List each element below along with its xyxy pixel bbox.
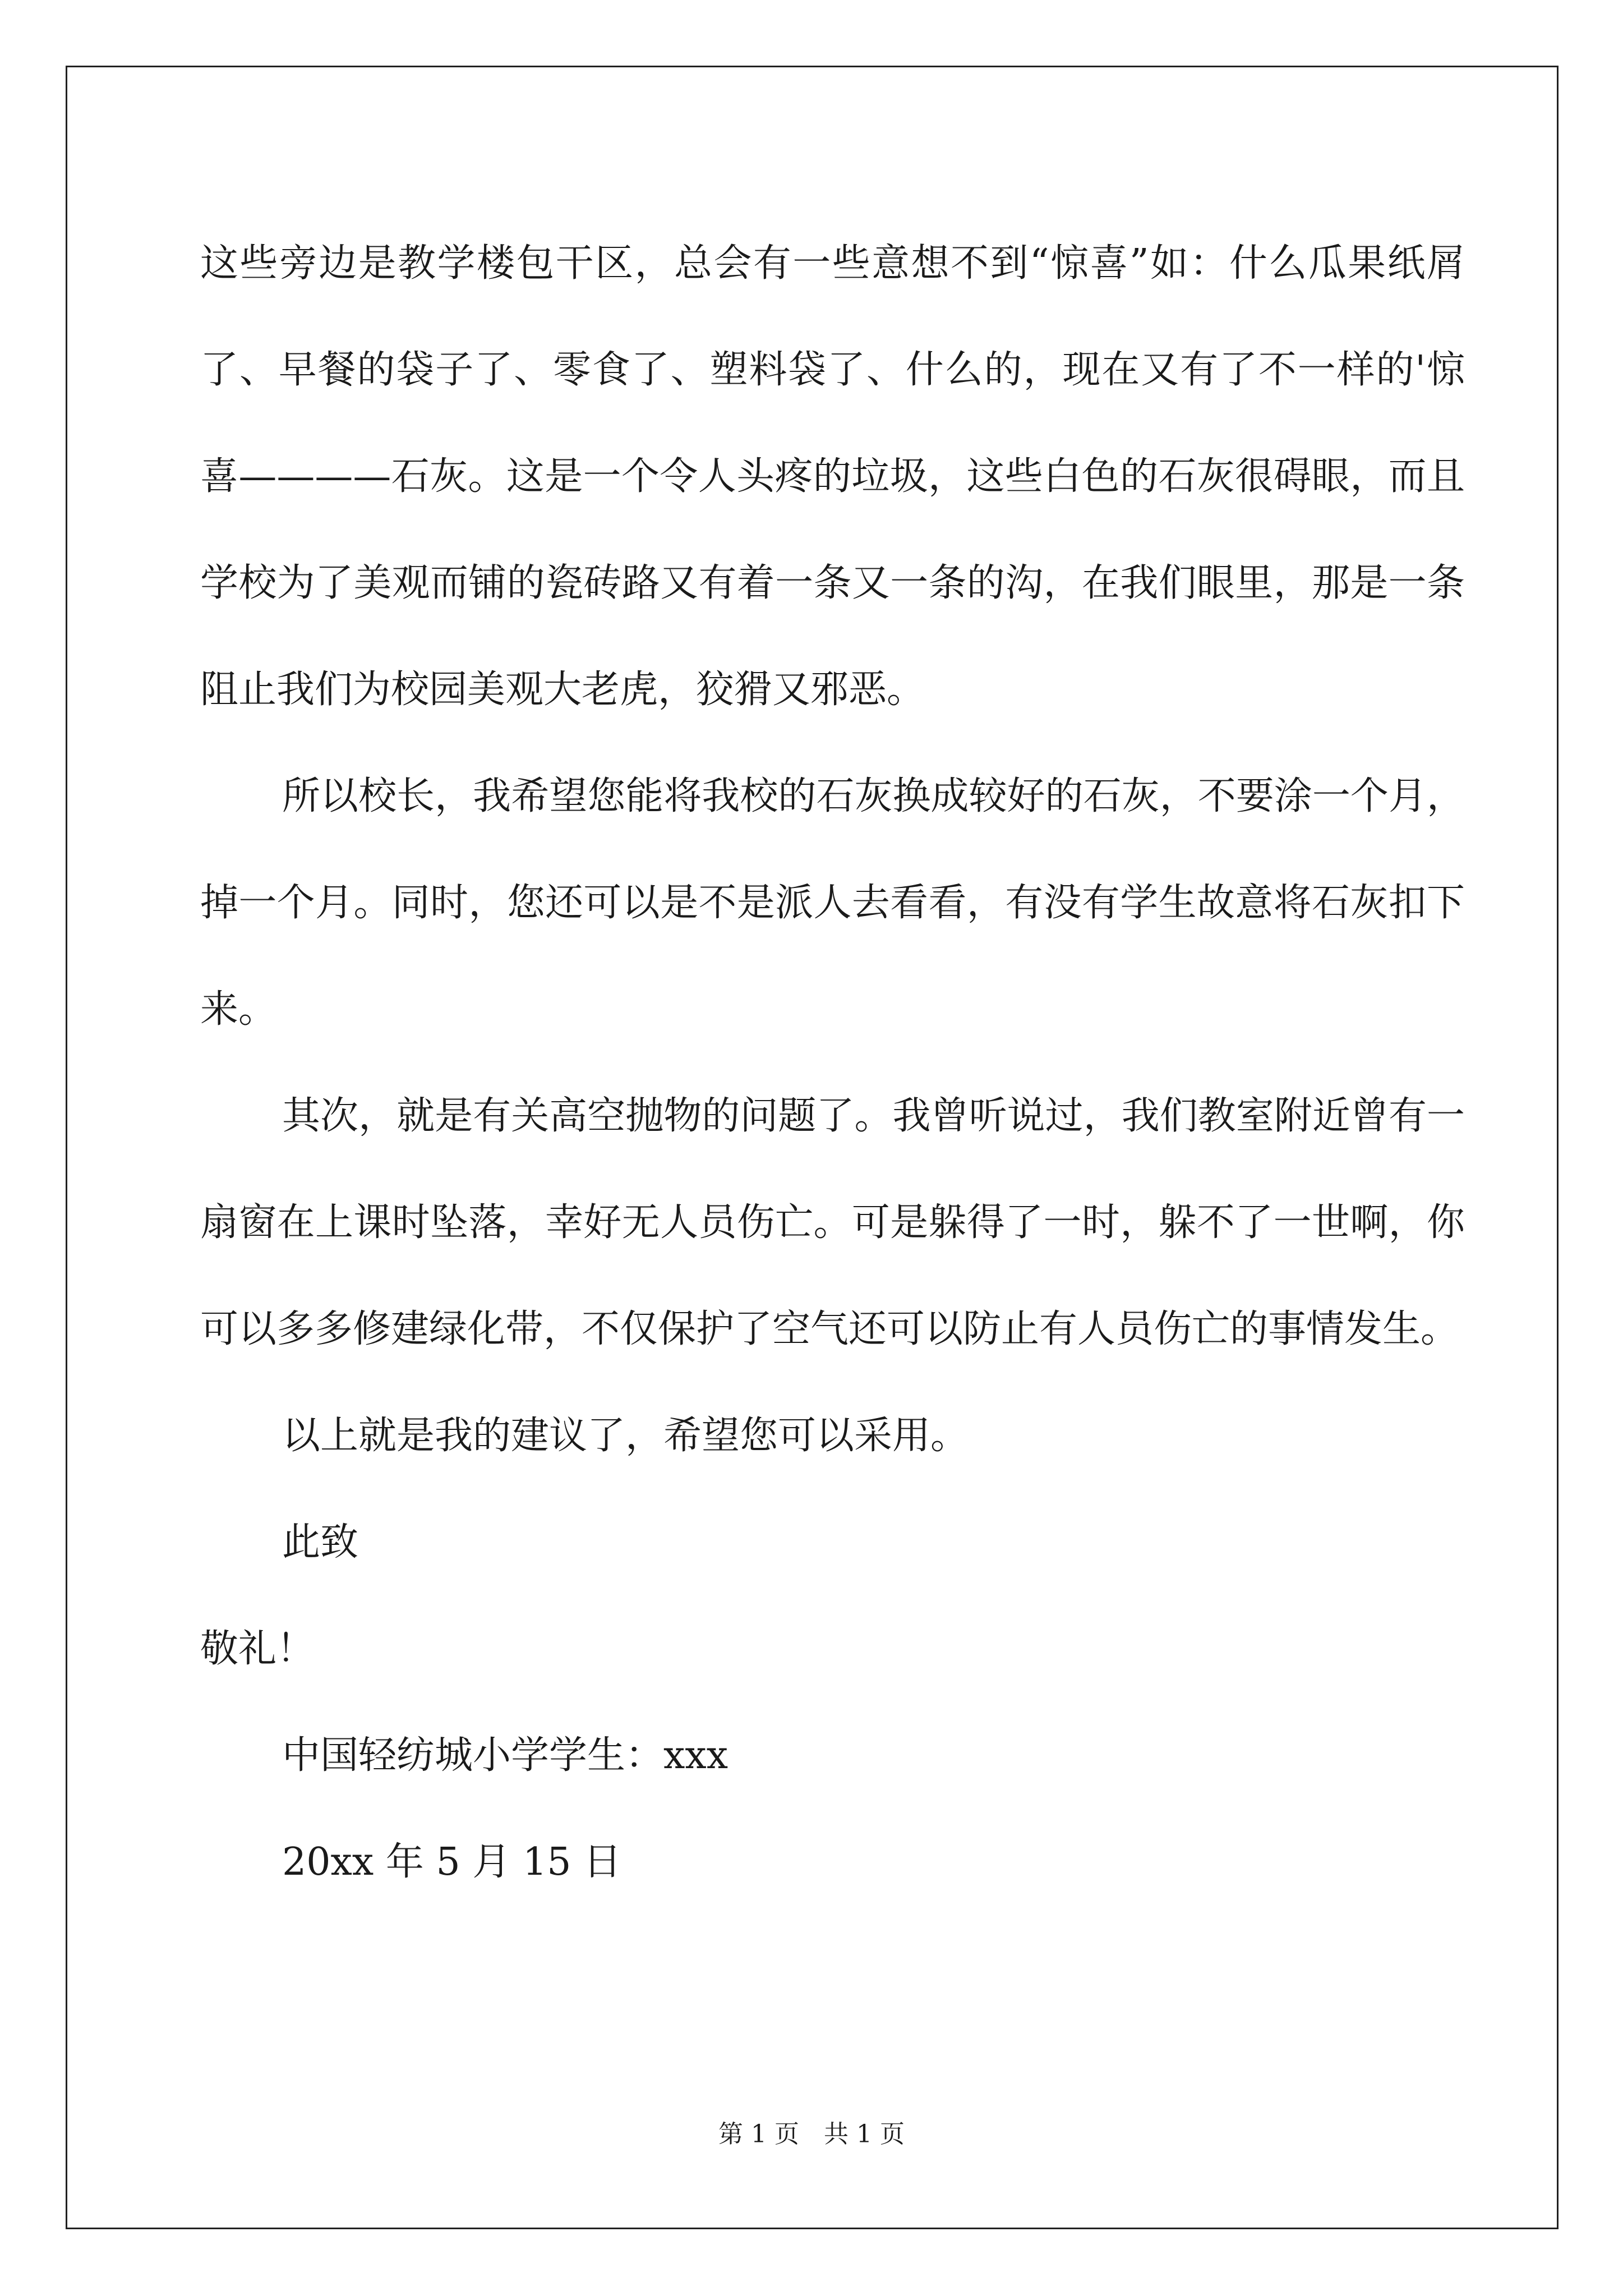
salutation-line: 敬礼！: [200, 1627, 315, 1671]
letter-body: [200, 210, 1465, 1916]
paragraph-1: 这些旁边是教学楼包干区，总会有一些意想不到“惊喜”如：什么瓜果纸屑了、早餐的袋子了、零食了、塑料袋了、什么的，现在又有了不一样的'惊喜————石灰。这是一个令人头疼的垃圾，这些白色的石灰很碍眼，而且学校为了美观而铺的瓷砖路又有着一条又一条的沟，在我们眼里，那是一条阻止我们为校园美观大老虎，狡猾又邪恶。: [200, 241, 1465, 712]
paragraph-4: 以上就是我的建议了，希望您可以采用。: [282, 1414, 969, 1458]
page-number-footer: 第 1 页 共 1 页: [718, 2120, 905, 2148]
paragraph-3: 其次，就是有关高空抛物的问题了。我曾听说过，我们教室附近曾有一扇窗在上课时坠落，幸好无人员伤亡。可是躲得了一时，躲不了一世啊，你可以多多修建绿化带，不仅保护了空气还可以防止有人员伤亡的事情发生。: [200, 1094, 1465, 1351]
closing-line: 此致: [282, 1520, 359, 1565]
date-line: 20xx 年 5 月 15 日: [282, 1840, 622, 1884]
paragraph-2: 所以校长，我希望您能将我校的石灰换成较好的石灰，不要涂一个月，掉一个月。同时，您还可以是不是派人去看看，有没有学生故意将石灰扣下来。: [200, 774, 1465, 1032]
signature-line: 中国轻纺城小学学生：xxx: [282, 1733, 728, 1778]
